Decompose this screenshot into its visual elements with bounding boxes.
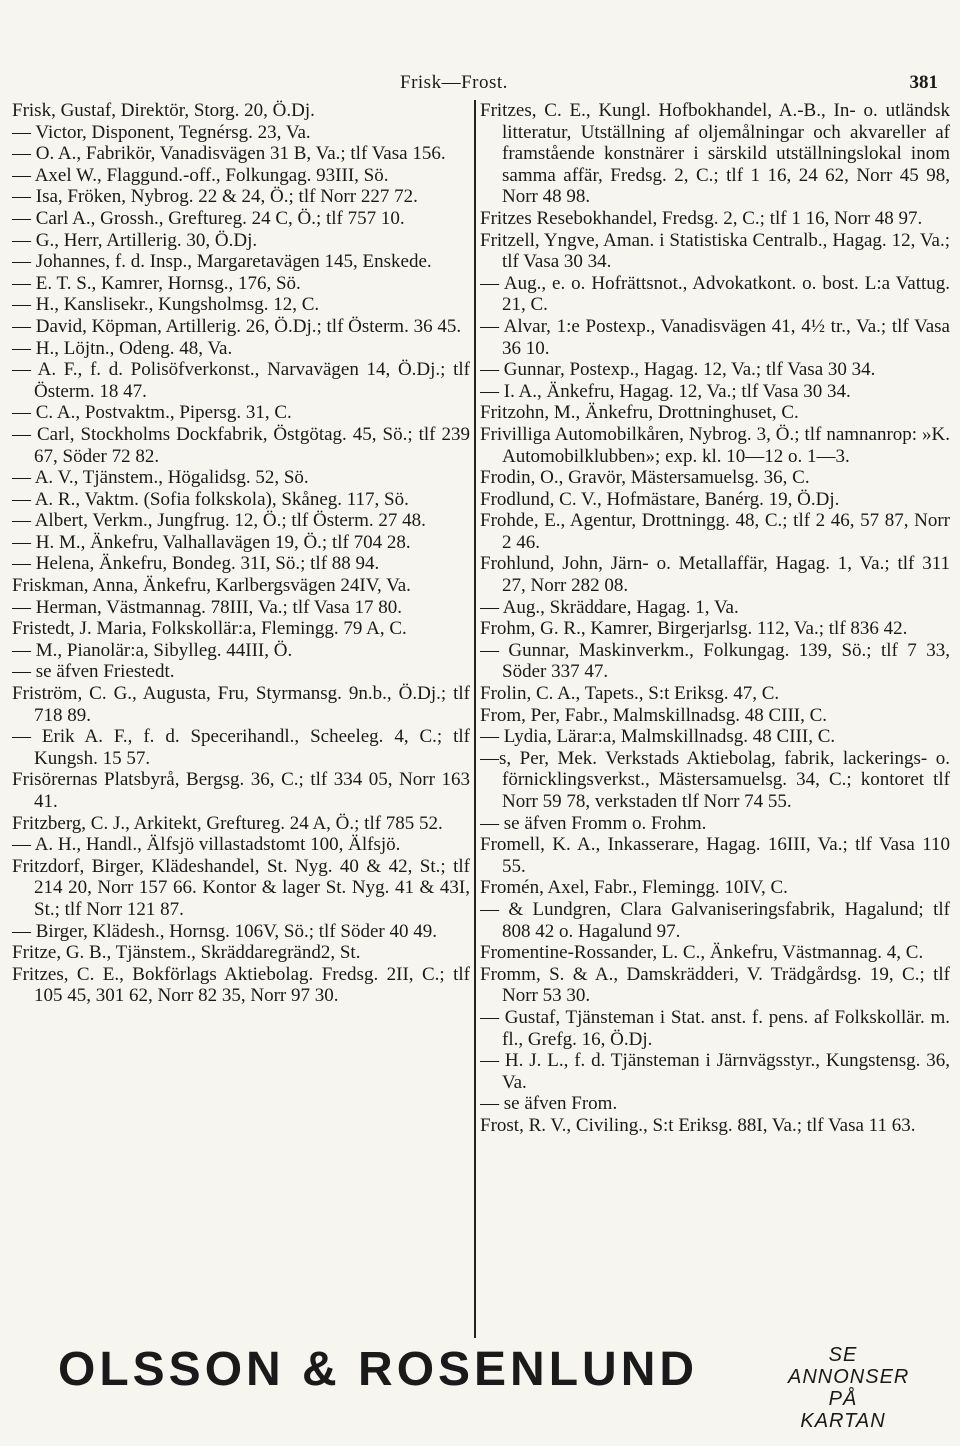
left-column <box>12 100 470 1338</box>
directory-entry: Fromell, K. A., Inkasserare, Hagag. 16III, Va.; tlf Vasa 110 55. <box>480 834 950 877</box>
directory-entry: Fritzes Resebokhandel, Fredsg. 2, C.; tlf 1 16, Norr 48 97. <box>480 207 923 229</box>
directory-entry: Fritzes, C. E., Bokförlags Aktiebolag. Fredsg. 2II, C.; tlf 105 45, 301 62, Norr 82 35, Norr 97 30. <box>12 963 470 1007</box>
directory-entry: — E. T. S., Kamrer, Hornsg., 176, Sö. <box>12 272 301 294</box>
directory-entry: From, Per, Fabr., Malmskillnadsg. 48 CIII, C. <box>480 704 828 726</box>
directory-entry: — A. F., f. d. Polisöfverkonst., Narvavägen 14, Ö.Dj.; tlf Österm. 18 47. <box>12 359 470 402</box>
directory-entry: — David, Köpman, Artillerig. 26, Ö.Dj.; tlf Österm. 36 45. <box>12 315 462 337</box>
directory-entry: — A. R., Vaktm. (Sofia folkskola), Skåneg. 117, Sö. <box>12 488 409 510</box>
advertiser-name: OLSSON & ROSENLUND <box>58 1343 699 1396</box>
directory-entry: — Helena, Änkefru, Bondeg. 31I, Sö.; tlf 88 94. <box>12 553 380 575</box>
directory-entry: Frost, R. V., Civiling., S:t Eriksg. 88I, Va.; tlf Vasa 11 63. <box>480 1114 916 1136</box>
running-head: Frisk—Frost. <box>400 72 508 93</box>
directory-entry: — Carl A., Grossh., Greftureg. 24 C, Ö.; tlf 757 10. <box>12 207 405 229</box>
directory-entry: — A. V., Tjänstem., Högalidsg. 52, Sö. <box>12 467 309 489</box>
directory-entry: Fromentine-Rossander, L. C., Änkefru, Västmannag. 4, C. <box>480 942 924 964</box>
directory-entry: — Gustaf, Tjänsteman i Stat. anst. f. pens. af Folkskollär. m. fl., Grefg. 16, Ö.Dj. <box>480 1006 950 1050</box>
directory-entry: — A. H., Handl., Älfsjö villastadstomt 100, Älfsjö. <box>12 834 401 856</box>
advertisement-note-line2: PÅ KARTAN <box>800 1388 886 1432</box>
directory-entry: — Axel W., Flaggund.-off., Folkungag. 93III, Sö. <box>12 164 389 186</box>
directory-entry: — H., Löjtn., Odeng. 48, Va. <box>12 337 233 359</box>
directory-entry: Frolin, C. A., Tapets., S:t Eriksg. 47, C. <box>480 683 780 705</box>
directory-entry: Fristedt, J. Maria, Folkskollär:a, Flemingg. 79 A, C. <box>12 618 407 640</box>
directory-entry: Fritzdorf, Birger, Klädeshandel, St. Nyg. 40 & 42, St.; tlf 214 20, Norr 157 66. Kontor & lager St. Nyg. 41 & 43I, St.; tlf Norr 121 87. <box>12 855 470 920</box>
advertisement-banner <box>58 1340 910 1432</box>
directory-entry: — H. J. L., f. d. Tjänsteman i Järnvägsstyr., Kungstensg. 36, Va. <box>480 1050 950 1093</box>
advertisement-note-line1: SE ANNONSER <box>788 1344 910 1388</box>
directory-entry: Frohlund, John, Järn- o. Metallaffär, Hagag. 1, Va.; tlf 311 27, Norr 282 08. <box>480 553 950 597</box>
column-divider <box>474 100 476 1338</box>
directory-entry: — Aug., Skräddare, Hagag. 1, Va. <box>480 596 739 618</box>
directory-entry: Friskman, Anna, Änkefru, Karlbergsvägen 24IV, Va. <box>12 575 411 597</box>
directory-entry: — Gunnar, Maskinverkm., Folkungag. 139, Sö.; tlf 7 33, Söder 337 47. <box>480 639 950 683</box>
directory-entry: Fritze, G. B., Tjänstem., Skräddaregränd2, St. <box>12 942 361 964</box>
directory-entry: — H. M., Änkefru, Valhallavägen 19, Ö.; tlf 704 28. <box>12 531 411 553</box>
directory-entry: — se äfven Friestedt. <box>12 661 175 683</box>
advertisement-note <box>788 1344 910 1432</box>
directory-entry: — H., Kanslisekr., Kungsholmsg. 12, C. <box>12 294 320 316</box>
directory-entry: — se äfven From. <box>480 1093 618 1115</box>
directory-entry: — O. A., Fabrikör, Vanadisvägen 31 B, Va.; tlf Vasa 156. <box>12 143 446 165</box>
directory-entry: — Victor, Disponent, Tegnérsg. 23, Va. <box>12 121 311 143</box>
directory-entry: Frisörernas Platsbyrå, Bergsg. 36, C.; tlf 334 05, Norr 163 41. <box>12 769 470 812</box>
directory-entry: — G., Herr, Artillerig. 30, Ö.Dj. <box>12 229 258 251</box>
right-column <box>480 100 950 1338</box>
directory-entry: — Erik A. F., f. d. Specerihandl., Scheeleg. 4, C.; tlf Kungsh. 15 57. <box>12 726 470 769</box>
directory-entry: Fritzberg, C. J., Arkitekt, Greftureg. 24 A, Ö.; tlf 785 52. <box>12 812 443 834</box>
directory-entry: — Birger, Klädesh., Hornsg. 106V, Sö.; tlf Söder 40 49. <box>12 920 437 942</box>
directory-entry: — Alvar, 1:e Postexp., Vanadisvägen 41, 4½ tr., Va.; tlf Vasa 36 10. <box>480 315 950 359</box>
directory-entry: — Isa, Fröken, Nybrog. 22 & 24, Ö.; tlf Norr 227 72. <box>12 186 418 208</box>
directory-entry: Frivilliga Automobilkåren, Nybrog. 3, Ö.; tlf namnanrop: »K. Automobilklubben»; exp. kl. 10—12 o. 1—3. <box>480 423 950 467</box>
directory-entry: — Carl, Stockholms Dockfabrik, Östgötag. 45, Sö.; tlf 239 67, Söder 72 82. <box>12 423 470 467</box>
directory-entry: Frohde, E., Agentur, Drottningg. 48, C.; tlf 2 46, 57 87, Norr 2 46. <box>480 510 950 553</box>
directory-entry: Frisk, Gustaf, Direktör, Storg. 20, Ö.Dj. <box>12 100 315 121</box>
page-number: 381 <box>909 72 938 93</box>
directory-entry: Frodlund, C. V., Hofmästare, Banérg. 19, Ö.Dj. <box>480 488 840 510</box>
directory-entry: Frodin, O., Gravör, Mästersamuelsg. 36, C. <box>480 467 810 489</box>
directory-entry: — C. A., Postvaktm., Pipersg. 31, C. <box>12 402 292 424</box>
directory-entry: — Johannes, f. d. Insp., Margaretavägen 145, Enskede. <box>12 251 432 273</box>
page-header <box>0 72 960 96</box>
directory-entry: — Gunnar, Postexp., Hagag. 12, Va.; tlf Vasa 30 34. <box>480 359 876 381</box>
directory-entry: — Albert, Verkm., Jungfrug. 12, Ö.; tlf Österm. 27 48. <box>12 510 426 532</box>
directory-entry: Fritzes, C. E., Kungl. Hofbokhandel, A.-B., In- o. utländsk litteratur, Utställning af oljemålningar och akvareller af framstående konstnärer i särskild utställningslokal inom samma affär, Fredsg. 2, C.; tlf 1 16, 24 62, Norr 45 98, Norr 48 98. <box>480 100 950 208</box>
directory-entry: — I. A., Änkefru, Hagag. 12, Va.; tlf Vasa 30 34. <box>480 380 851 402</box>
directory-entry: — Aug., e. o. Hofrättsnot., Advokatkont. o. bost. L:a Vattug. 21, C. <box>480 272 950 316</box>
directory-entry: —s, Per, Mek. Verkstads Aktiebolag, fabrik, lackerings- o. förnicklingsverkst., Mästersamuelsg. 34, C.; kontoret tlf Norr 59 78, verkstaden tlf Norr 74 55. <box>480 747 950 812</box>
directory-entry: Fritzell, Yngve, Aman. i Statistiska Centralb., Hagag. 12, Va.; tlf Vasa 30 34. <box>480 229 950 273</box>
directory-entry: — Lydia, Lärar:a, Malmskillnadsg. 48 CIII, C. <box>480 726 836 748</box>
directory-entry: — & Lundgren, Clara Galvaniseringsfabrik, Hagalund; tlf 808 42 o. Hagalund 97. <box>480 898 950 942</box>
directory-entry: — Herman, Västmannag. 78III, Va.; tlf Vasa 17 80. <box>12 596 402 618</box>
directory-entry: Fromm, S. & A., Damskrädderi, V. Trädgårdsg. 19, C.; tlf Norr 53 30. <box>480 963 950 1007</box>
directory-entry: — M., Pianolär:a, Sibylleg. 44III, Ö. <box>12 639 293 661</box>
directory-entry: Fritzohn, M., Änkefru, Drottninghuset, C. <box>480 402 799 424</box>
directory-entry: Friström, C. G., Augusta, Fru, Styrmansg. 9n.b., Ö.Dj.; tlf 718 89. <box>12 683 470 726</box>
directory-entry: — se äfven Fromm o. Frohm. <box>480 812 707 834</box>
directory-entry: Frohm, G. R., Kamrer, Birgerjarlsg. 112, Va.; tlf 836 42. <box>480 618 908 640</box>
directory-entry: Fromén, Axel, Fabr., Flemingg. 10IV, C. <box>480 877 788 899</box>
